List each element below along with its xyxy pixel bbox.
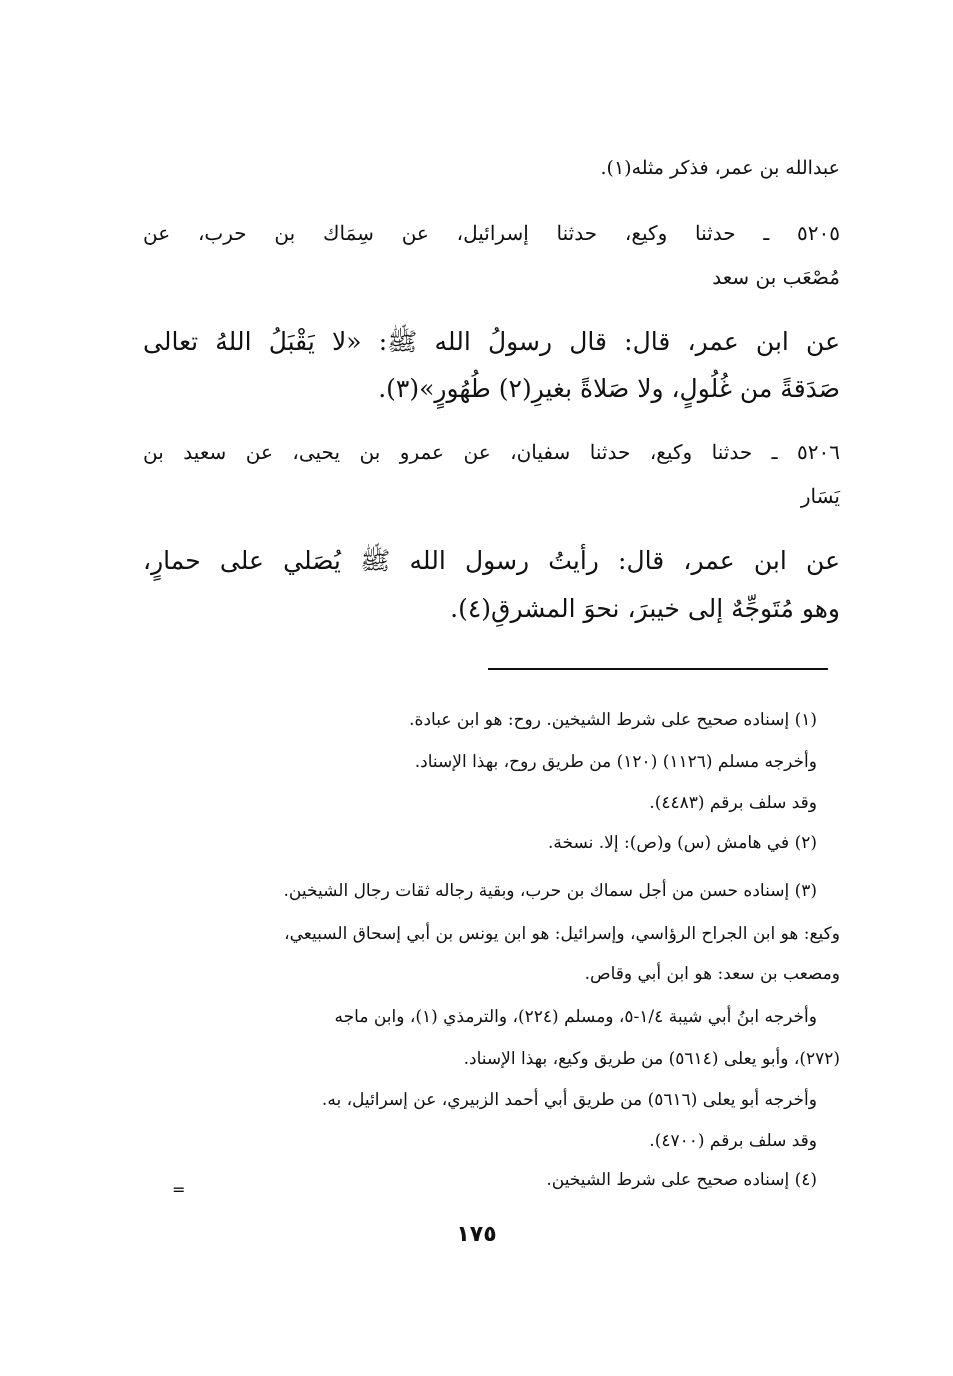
footnote-3-line-7: وقد سلف برقم (٤٧٠٠). xyxy=(649,1131,817,1151)
footnote-separator xyxy=(488,668,828,670)
continuation-mark: = xyxy=(172,1180,186,1199)
hadith-text-5205: عن ابن عمر، قال: قال رسولُ الله ﷺ: «لا يَقْبَلُ اللهُ تعالى xyxy=(143,327,840,356)
page-number: ١٧٥ xyxy=(456,1222,497,1247)
hadith-text-5206: عن ابن عمر، قال: رأيتُ رسول الله ﷺ يُصَلي على حمارٍ، xyxy=(143,546,840,575)
text-line: عبدالله بن عمر، فذكر مثله(١). xyxy=(600,157,840,179)
footnote-1-line-3: وقد سلف برقم (٤٤٨٣). xyxy=(649,793,817,813)
footnote-3-line-4: وأخرجه ابنُ أبي شيبة ١/٤-٥، ومسلم (٢٢٤)، والترمذي (١)، وابن ماجه xyxy=(334,1007,817,1027)
hadith-heading-5206: ٥٢٠٦ ـ حدثنا وكيع، حدثنا سفيان، عن عمرو بن يحيى، عن سعيد بن xyxy=(143,440,840,464)
footnote-3-line-5: (٢٧٢)، وأبو يعلى (٥٦١٤) من طريق وكيع، بهذا الإسناد. xyxy=(463,1049,840,1069)
hadith-heading-5205: ٥٢٠٥ ـ حدثنا وكيع، حدثنا إسرائيل، عن سِمَاك بن حرب، عن xyxy=(143,221,840,245)
hadith-heading-5206-cont: يَسَار xyxy=(800,484,840,508)
footnote-4: (٤) إسناده صحيح على شرط الشيخين. xyxy=(546,1170,817,1190)
hadith-text-5205-cont: صَدَقةً من غُلُولٍ، ولا صَلاةً بغيرِ(٢) طُهُورٍ»(٣). xyxy=(378,374,840,403)
footnote-3-line-3: ومصعب بن سعد: هو ابن أبي وقاص. xyxy=(584,964,840,984)
footnote-3-line-2: وكيع: هو ابن الجراح الرؤاسي، وإسرائيل: هو ابن يونس بن أبي إسحاق السبيعي، xyxy=(284,924,840,944)
footnote-1: (١) إسناده صحيح على شرط الشيخين. روح: هو ابن عبادة. xyxy=(409,710,817,730)
hadith-heading-5205-cont: مُصْعَب بن سعد xyxy=(712,265,840,289)
footnote-2: (٢) في هامش (س) و(ص): إلا. نسخة. xyxy=(547,833,817,853)
hadith-text-5206-cont: وهو مُتَوجِّهٌ إلى خيبرَ، نحوَ المشرقِ(٤). xyxy=(450,594,840,623)
footnote-3: (٣) إسناده حسن من أجل سماك بن حرب، وبقية رجاله ثقات رجال الشيخين. xyxy=(283,881,817,901)
footnote-1-line-2: وأخرجه مسلم (١١٢٦) (١٢٠) من طريق روح، بهذا الإسناد. xyxy=(414,752,817,772)
footnote-3-line-6: وأخرجه أبو يعلى (٥٦١٦) من طريق أبي أحمد الزبيري، عن إسرائيل، به. xyxy=(321,1090,817,1110)
